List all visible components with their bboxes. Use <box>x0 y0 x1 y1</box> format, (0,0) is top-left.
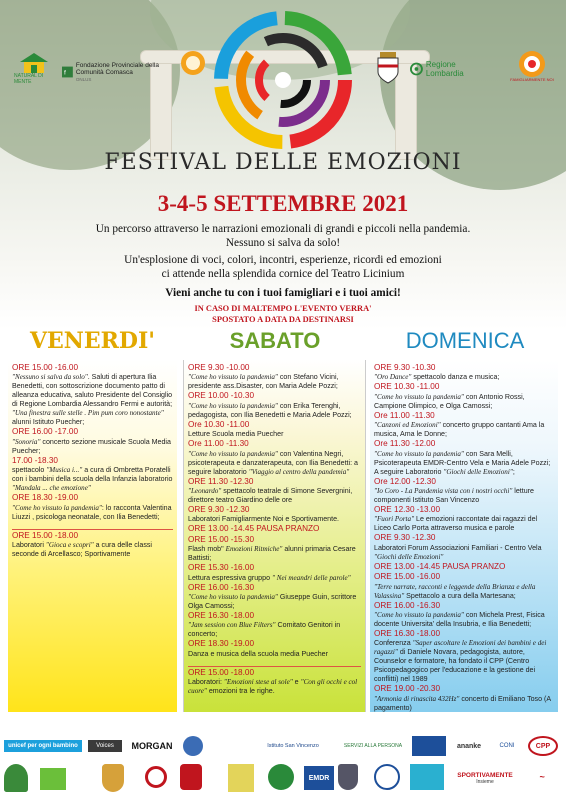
event-entry: Flash mob" Emozioni Ritmiche" alunni primaria Cesare Battisti; <box>188 545 356 563</box>
time-slot: ORE 16.00 -16.30 <box>188 582 254 592</box>
event-entry: "Sonoria" concerto sezione musicale Scuola Media Puecher; <box>12 437 171 455</box>
time-slot: Ore 12.00 -12.30 <box>374 476 436 486</box>
servizi-persona-logo: SERVIZI ALLA PERSONA <box>343 743 403 749</box>
svg-text:f: f <box>64 69 66 77</box>
time-slot: ORE 9.30 -12.30 <box>374 533 436 543</box>
event-entry: "Leonardo" spettacolo teatrale di Simone Severgnini, direttore teatro Giardino delle ore <box>188 487 353 505</box>
time-slot: ORE 19.00 -20.30 <box>374 684 440 694</box>
event-entry: Lettura espressiva gruppo " Nei meandri delle parole" <box>188 573 351 582</box>
event-entry: "Oro Dance" spettacolo danza e musica; <box>374 373 500 382</box>
time-slot: ORE 9.30 -12.30 <box>188 505 250 515</box>
cpp-logo: CPP <box>528 736 558 756</box>
time-slot: Ore 11.30 -12.00 <box>374 439 436 449</box>
time-slot: Ore 11.00 -11.30 <box>374 410 435 420</box>
time-slot: ORE 16.30 -18.00 <box>374 629 440 639</box>
event-entry: spettacolo "Musica i..." a cura di Ombretta Poratelli con i bambini della scuola della Infanzia laboratorio "Mandala ... che emozione" <box>12 466 173 493</box>
time-slot: ORE 16.30 -18.00 <box>188 611 254 621</box>
time-slot: ORE 15.00 -15.30 <box>188 534 254 544</box>
fondazione-logo: f Fondazione Provinciale della Comunità Comasca ONLUS <box>62 62 172 82</box>
rosa-camuna-icon <box>410 62 423 76</box>
event-entry: "Terre narrate, racconti e leggende della Brianza e della Valassina" Spettacolo a cura della Martesana; <box>374 582 536 600</box>
schedule-domenica <box>370 360 558 712</box>
day-header-domenica: DOMENICA <box>405 328 525 353</box>
sponsor-strip <box>0 712 566 800</box>
event-entry: "Come ho vissuto la pandemia" con Valentina Negri, psicoterapeuta e danzaterapeuta, con Ilia Benedetti: a seguire laboratorio "Viaggio al centro della pandemia" <box>188 449 358 476</box>
house-icon <box>19 52 49 74</box>
sun-icon <box>518 50 546 78</box>
emdr-logo: EMDR <box>304 766 334 790</box>
event-entry: "Io Coro - La Pandemia vista con i nostri occhi" letture componenti Istituto San Vincenzo <box>374 487 534 505</box>
ananke-logo: ananke <box>456 742 482 750</box>
time-slot: ORE 9.30 -10.30 <box>374 363 436 372</box>
time-slot: Ore 11.00 -11.30 <box>188 439 249 449</box>
event-entry: "Come ho vissuto la pandemia" con Erika Terenghi, pedagogista, con Ilia Benedetti e Maria Adele Pozzi; <box>188 401 352 419</box>
club-logo <box>374 764 400 790</box>
spiral-small-logo <box>145 766 167 788</box>
scout-logo <box>183 736 203 756</box>
blue-box-logo <box>412 736 446 756</box>
event-entry: "Jam session con Blue Filters" Comitato Genitori in concerto; <box>188 621 341 639</box>
fondazione-mark-icon <box>62 64 73 80</box>
time-slot: ORE 11.30 -12.30 <box>188 476 254 486</box>
event-entry: "Come ho vissuto la pandemia" Giuseppe Guin, scrittore Olga Camossi; <box>188 593 357 611</box>
tree-logo <box>4 764 28 792</box>
municipal-crest-logo <box>376 52 400 84</box>
event-entry: Laboratori "Gioca e scopri" a cura delle classi seconde di Arcellasco; Sportivamente <box>12 541 153 559</box>
time-slot: Ore 10.30 -11.00 <box>188 419 250 429</box>
time-slot: ORE 18.30 -19.00 <box>12 493 78 503</box>
day-header-venerdi: VENERDI' <box>29 328 156 354</box>
event-entry: Laboratori Famigliarmente Noi e Sportivamente. <box>188 515 340 524</box>
time-slot: 17.00 -18.30 <box>12 455 58 465</box>
schedule-sabato <box>183 360 366 712</box>
weather-notice: IN CASO DI MALTEMPO L'EVENTO VERRA' SPOSTATO A DATA DA DESTINARSI <box>194 304 372 324</box>
time-slot: ORE 12.30 -13.00 <box>374 505 440 515</box>
event-entry: Conferenza "Saper ascoltare le Emozioni dei bambini e dei ragazzi" di Daniele Novara, pedagogista, autore, Counselor e formatore, ha fondato il CPP (Centro Psicopedagogico per l'educazione e la gestione dei conflitti) nel 1989 <box>374 639 547 684</box>
event-entry: Laboratori Forum Associazioni Familiari - Centro Vela "Giochi delle Emozioni" <box>374 543 542 561</box>
time-slot: ORE 15.30 -16.00 <box>188 563 254 573</box>
red-script-logo: ~ <box>539 772 545 782</box>
divider <box>12 529 173 530</box>
event-entry: Letture Scuola media Puecher <box>188 430 284 439</box>
event-entry: "Come ho vissuto la pandemia" con Antonio Rossi, Campione Olimpico, e Olga Camossi; <box>374 392 525 410</box>
intro-line-2: Nessuno si salva da solo! <box>225 237 341 249</box>
time-slot: ORE 9.30 -10.00 <box>188 363 250 372</box>
green-logo <box>40 768 66 790</box>
schedule-venerdi <box>8 360 177 712</box>
event-entry: Laboratori: "Emozioni stese al sole" e "Con gli occhi e col cuore" emozioni tra le righe. <box>188 678 358 696</box>
shield-logo <box>102 764 124 792</box>
crest-icon <box>376 52 400 84</box>
day-header-sabato: SABATO <box>229 328 321 353</box>
time-slot: ORE 15.00 -18.00 <box>12 530 78 540</box>
orange-seal-logo <box>180 50 206 76</box>
time-slot: ORE 15.00 -16.00 <box>12 363 78 372</box>
teal-logo <box>228 764 254 792</box>
invite-line: Vieni anche tu con i tuoi famigliari e i tuoi amici! <box>165 287 401 299</box>
lunch-break: ORE 13.00 -14.45 PAUSA PRANZO <box>188 524 320 534</box>
voices-logo: Voices <box>88 740 122 752</box>
red-crest-logo <box>180 764 202 790</box>
intro-line-3: Un'esplosione di voci, colori, incontri, esperienze, ricordi ed emozioni <box>124 254 442 266</box>
event-entry: "Una finestra sulle stelle . Pim pum coro nonostante" alunni Istituto Puecher; <box>12 409 164 427</box>
famigliarmente-logo: FAMIGLIARMENTE NOI <box>510 50 554 83</box>
coni-logo: CONI <box>499 743 515 749</box>
dance-logo <box>410 764 444 790</box>
intro-line-1: Un percorso attraverso le narrazioni emozionali di grandi e piccoli nella pandemia. <box>95 223 471 235</box>
event-entry: "Come ho vissuto la pandemia" con Stefano Vicini, presidente ass.Disaster, con Maria Adele Pozzi; <box>188 373 339 391</box>
san-vincenzo-logo: Istituto San Vincenzo <box>267 743 319 749</box>
morgan-logo: MORGAN <box>131 741 173 751</box>
time-slot: ORE 15.00 -16.00 <box>374 572 440 582</box>
time-slot: ORE 10.30 -11.00 <box>374 382 440 392</box>
sportivamente-logo: SPORTIVAMENTE Insieme <box>457 771 513 785</box>
green-circle-logo <box>268 764 294 790</box>
event-entry: "Nessuno si salva da solo". Saluti di apertura Ilia Benedetti, con sottoscrizione documento patto di alleanza educativa, saluto Presidente del Consiglio di Regione Lombardia Alessandro Fermi e autorità; <box>12 373 173 409</box>
time-slot: ORE 15.00 -18.00 <box>188 667 254 677</box>
festival-title: FESTIVAL DELLE EMOZIONI <box>104 150 462 175</box>
unicef-logo: unicef per ogni bambino <box>4 740 82 752</box>
regione-lombardia-logo: Regione Lombardia <box>410 60 490 78</box>
intro-line-4: ci attende nella splendida cornice del Teatro Licinium <box>161 268 405 280</box>
event-entry: "Come ho vissuto la pandemia" con Sara Melli, Psicoterapeuta EMDR-Centro Vela e Maria Adele Pozzi; A seguire Laboratorio "Giochi delle Emozioni"; <box>374 449 551 476</box>
event-entry: "Come ho vissuto la pandemia" con Michela Prest, Fisica docente Universita' della Insubria, e Ilia Benedetti; <box>374 611 545 629</box>
time-slot: ORE 18.30 -19.00 <box>188 639 254 649</box>
time-slot: ORE 16.00 -17.00 <box>12 427 78 437</box>
event-entry: "Canzoni ed Emozioni" concerto gruppo cantanti Ama la musica, Ama le Donne; <box>374 421 545 439</box>
event-entry: "Fuori Porta" Le emozioni raccontate dai ragazzi del Liceo Carlo Porta attraverso musica e parole <box>374 515 538 533</box>
event-entry: "Armonia di rinascita 432Hz" concerto di Emiliano Toso (A pagamento) <box>374 694 551 712</box>
time-slot: ORE 16.00 -16.30 <box>374 600 440 610</box>
event-entry: "Come ho vissuto la pandemia": lo racconta Valentina Liuzzi , psicologa neonatale, con Ilia Benedetti; <box>12 503 172 521</box>
crest-small-logo <box>338 764 358 790</box>
naturalmente-logo: NATURAL DI MENTE <box>14 52 54 86</box>
time-slot: ORE 10.00 -10.30 <box>188 391 254 401</box>
divider <box>188 666 361 667</box>
festival-dates: 3-4-5 SETTEMBRE 2021 <box>157 191 409 216</box>
lunch-break: ORE 13.00 -14.45 PAUSA PRANZO <box>374 561 506 571</box>
event-entry: Danza e musica della scuola media Puecher <box>188 649 328 658</box>
